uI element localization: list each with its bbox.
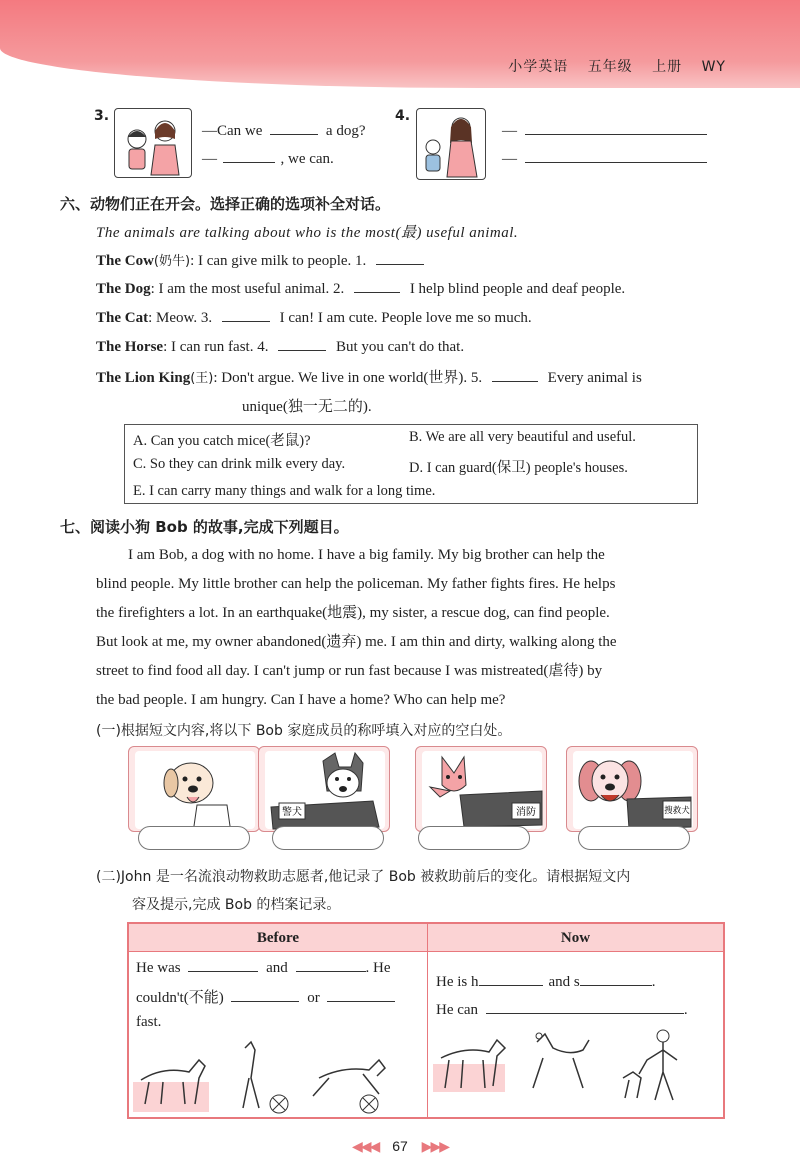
dialog-line-2 (96, 279, 625, 298)
dog-card-guide (128, 746, 260, 832)
police-dog-icon (263, 751, 387, 831)
speaker-cow-cn: (奶牛) (153, 254, 191, 269)
bob-record-table (127, 922, 725, 1119)
before-blank-2[interactable] (296, 958, 366, 972)
right-arrows-icon: ▶▶▶ (421, 1138, 448, 1154)
q4-number: 4. (395, 108, 411, 124)
q4-line2 (502, 149, 707, 168)
dialog-after-4: But you can't do that. (335, 339, 465, 355)
speaker-lion-cn: (王) (190, 371, 214, 386)
dialog-line-5-cont: unique(独一无二的). (242, 399, 372, 415)
q3-line2-text-b: , we can. (280, 151, 334, 167)
header-subject: 小学英语 (508, 59, 569, 75)
story-line-2: blind people. My little brother can help the policeman. My father fights fires. He helps (96, 576, 616, 592)
dialog-blank-5[interactable] (492, 368, 538, 382)
section-6-intro: The animals are talking about who is the most(最) useful animal. (96, 225, 519, 241)
answer-box-4[interactable] (578, 826, 690, 850)
q4-blank-1[interactable] (525, 121, 707, 135)
before-header: Before (129, 924, 427, 952)
q3-line1-text-b: a dog? (325, 123, 366, 139)
rescue-dog-icon (571, 751, 695, 831)
dog-card-fire (415, 746, 547, 832)
woman-and-boy-illustration-icon (417, 109, 485, 179)
q4-line1 (502, 121, 707, 140)
option-a: A. Can you catch mice(老鼠)? (133, 433, 311, 449)
option-c: C. So they can drink milk every day. (133, 456, 346, 472)
speaker-cat: The Cat (96, 310, 149, 326)
q3-line1-text-a: —Can we (202, 123, 263, 139)
rescue-dog-label: 搜救犬 (664, 806, 690, 816)
before-line-1 (136, 958, 391, 977)
dialog-blank-1[interactable] (376, 251, 424, 265)
answer-box-3[interactable] (418, 826, 530, 850)
dog-card-rescue (566, 746, 698, 832)
dialog-blank-2[interactable] (354, 279, 400, 293)
now-blank-2[interactable] (580, 972, 652, 986)
guide-dog-icon (149, 753, 241, 832)
kids-illustration-icon (115, 109, 191, 177)
dialog-after-5: Every animal is (547, 370, 642, 386)
before-text-1c: . He (365, 960, 391, 976)
dialog-blank-4[interactable] (278, 337, 326, 351)
before-blank-4[interactable] (327, 988, 395, 1002)
answer-box-2[interactable] (272, 826, 384, 850)
header-edition: WY (701, 59, 726, 75)
dialog-after-2: I help blind people and deaf people. (409, 281, 626, 297)
before-blank-1[interactable] (188, 958, 258, 972)
before-text-1b: and (266, 960, 288, 976)
dialog-text-4: : I can run fast. 4. (163, 339, 269, 355)
now-header: Now (428, 924, 723, 952)
before-text-2a: couldn't(不能) (136, 990, 224, 1006)
dialog-blank-3[interactable] (222, 308, 270, 322)
dialog-line-3 (96, 308, 532, 327)
now-text-1a: He is h (436, 974, 479, 990)
q3-line2 (202, 149, 334, 168)
now-text-2b: . (683, 1002, 688, 1018)
dialog-line-5 (96, 366, 642, 387)
dog-card-police (258, 746, 390, 832)
story-line-6: the bad people. I am hungry. Can I have a home? Who can help me? (96, 692, 506, 708)
q3-number: 3. (94, 108, 110, 124)
q3-picture (114, 108, 192, 178)
speaker-cow: The Cow (96, 253, 154, 269)
dialog-after-3: I can! I am cute. People love me so much. (279, 310, 532, 326)
before-dogs-illustration-icon (133, 1038, 423, 1116)
option-b: B. We are all very beautiful and useful. (409, 429, 636, 445)
header-grade: 五年级 (587, 59, 633, 75)
left-arrows-icon: ◀◀◀ (352, 1138, 379, 1154)
q3-line2-dash: — (202, 151, 217, 167)
now-text-2a: He can (436, 1002, 479, 1018)
dialog-text-5: : Don't argue. We live in one world(世界). 5. (213, 370, 483, 386)
speaker-lion-king: The Lion King (96, 370, 191, 386)
section-6-title: 六、动物们正在开会。选择正确的选项补全对话。 (60, 195, 391, 213)
dialog-text-1: : I can give milk to people. 1. (190, 253, 367, 269)
before-line-2 (136, 986, 395, 1007)
part-1-instruction: (一)根据短文内容,将以下 Bob 家庭成员的称呼填入对应的空白处。 (96, 723, 512, 739)
section-7-title: 七、阅读小狗 Bob 的故事,完成下列题目。 (60, 518, 349, 536)
story-paragraph (96, 541, 728, 715)
table-divider (427, 924, 428, 1117)
fire-dog-icon (420, 751, 546, 831)
option-d: D. I can guard(保卫) people's houses. (409, 460, 628, 476)
dialog-line-4 (96, 337, 464, 356)
before-line-3: fast. (136, 1014, 162, 1030)
dialog-text-2: : I am the most useful animal. 2. (150, 281, 345, 297)
part-2-instruction-1: (二)John 是一名流浪动物救助志愿者,他记录了 Bob 被救助前后的变化。请根据短文内 (96, 869, 631, 885)
story-line-3: the firefighters a lot. In an earthquake(地震), my sister, a rescue dog, can find people. (96, 605, 610, 621)
now-text-1c: . (651, 974, 656, 990)
before-text-2b: or (307, 990, 320, 1006)
fire-dog-label: 消防 (516, 807, 536, 818)
dialog-text-3: : Meow. 3. (148, 310, 213, 326)
police-dog-label: 警犬 (282, 807, 302, 818)
before-text-1a: He was (136, 960, 181, 976)
dialog-line-1 (96, 250, 424, 270)
now-blank-3[interactable] (486, 1000, 684, 1014)
story-line-1: I am Bob, a dog with no home. I have a big family. My big brother can help the (128, 547, 605, 563)
q4-dash-1: — (502, 123, 517, 139)
now-line-1 (436, 972, 656, 991)
header-info (494, 56, 726, 76)
page-number: 67 (392, 1138, 408, 1154)
options-box (124, 424, 698, 504)
q3-blank-1[interactable] (270, 121, 318, 135)
option-e: E. I can carry many things and walk for a long time. (133, 483, 436, 499)
q3-blank-2[interactable] (223, 149, 275, 163)
speaker-dog: The Dog (96, 281, 151, 297)
story-line-4: But look at me, my owner abandoned(遗弃) me. I am thin and dirty, walking along the (96, 634, 617, 650)
story-line-5: street to find food all day. I can't jump or run fast because I was mistreated(虐待) by (96, 663, 603, 679)
answer-box-1[interactable] (138, 826, 250, 850)
part-2-instruction-2: 容及提示,完成 Bob 的档案记录。 (132, 897, 341, 913)
before-blank-3[interactable] (231, 988, 299, 1002)
speaker-horse: The Horse (96, 339, 164, 355)
now-line-2 (436, 1000, 688, 1019)
now-dogs-illustration-icon (433, 1028, 723, 1116)
q4-picture (416, 108, 486, 180)
now-text-1b: and s (548, 974, 580, 990)
q4-dash-2: — (502, 151, 517, 167)
now-blank-1[interactable] (479, 972, 543, 986)
q3-line1 (202, 121, 365, 140)
q4-blank-2[interactable] (525, 149, 707, 163)
page-number-bar (0, 1138, 800, 1155)
header-volume: 上册 (652, 59, 683, 75)
